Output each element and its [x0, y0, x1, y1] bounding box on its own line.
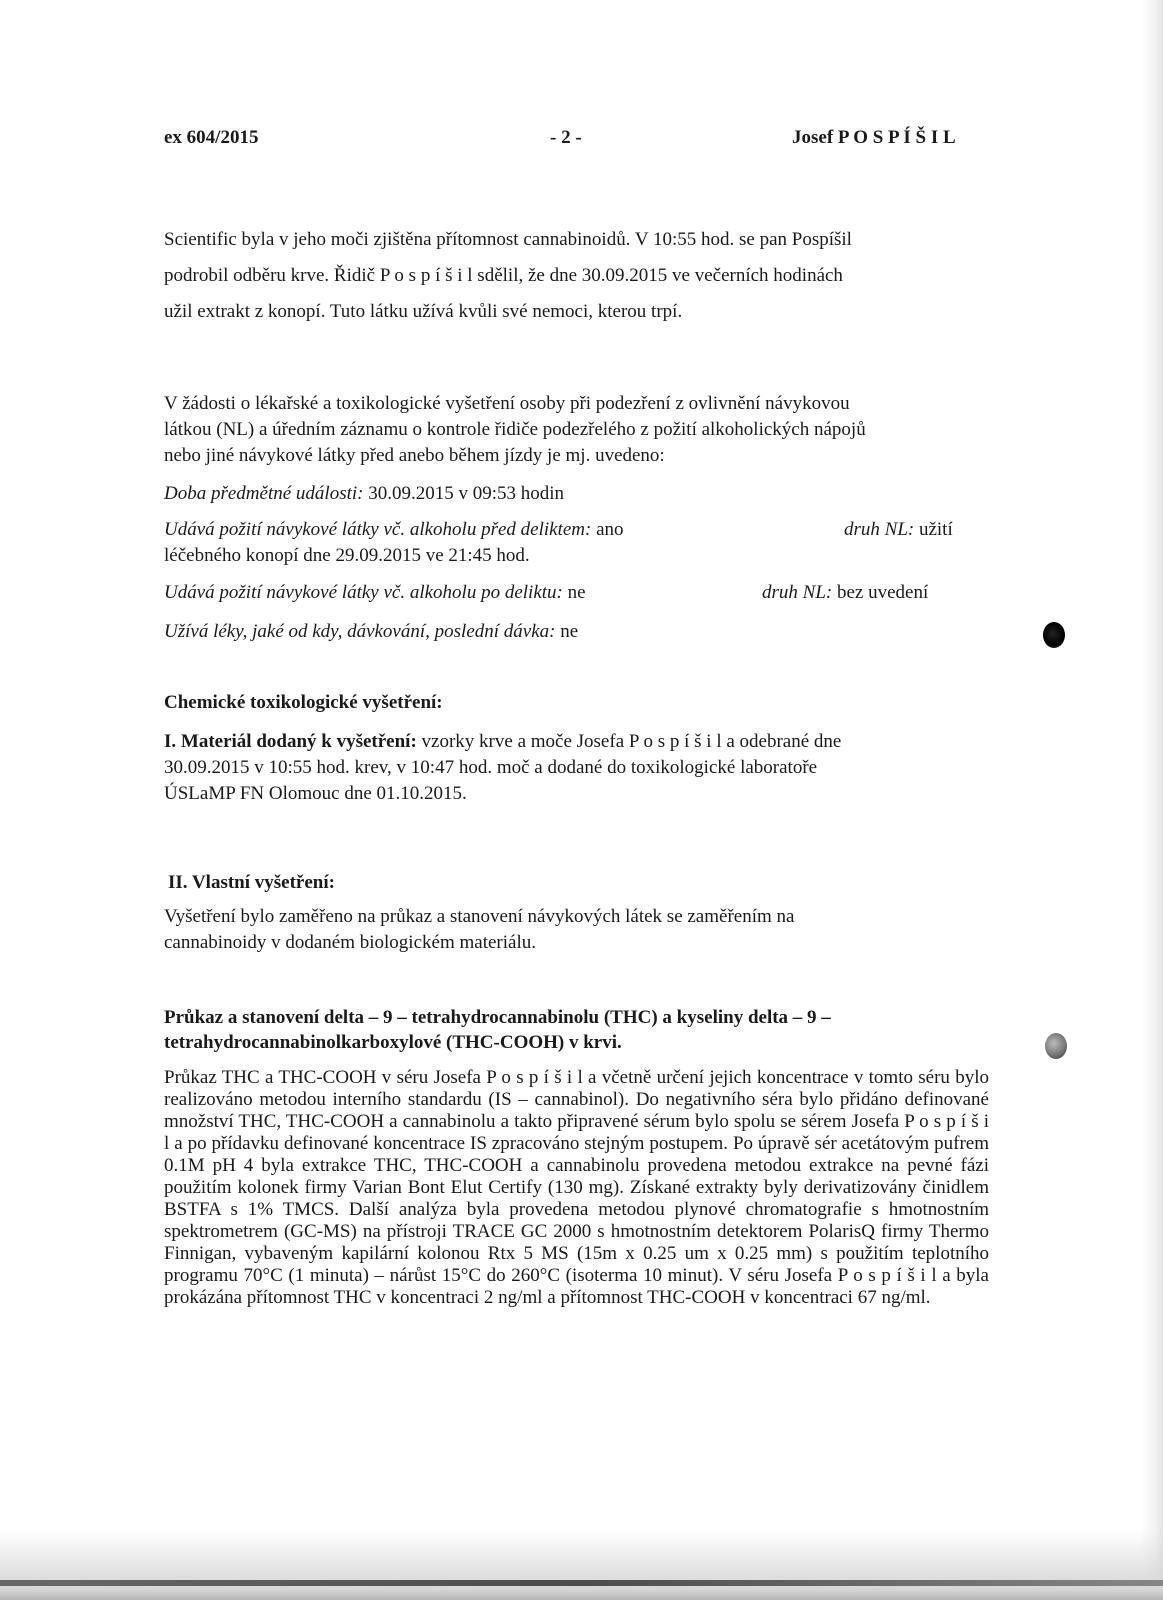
- text-line: cannabinoidy v dodaném biologickém materiálu.: [164, 932, 536, 953]
- substance-after-row: [164, 580, 994, 606]
- substance-before-row: [164, 517, 994, 543]
- field-label: Doba předmětné události:: [164, 483, 364, 504]
- text-line: Scientific byla v jeho moči zjištěna přítomnost cannabinoidů. V 10:55 hod. se pan Pospíšil: [164, 229, 852, 250]
- case-number: ex 604/2015: [164, 127, 259, 148]
- page-number: - 2 -: [550, 127, 582, 148]
- text-line: nebo jiné návykové látky před anebo během jízdy je mj. uvedeno:: [164, 445, 665, 466]
- field-value: ano: [596, 519, 624, 540]
- text-line: Vyšetření bylo zaměřeno na průkaz a stanovení návykových látek se zaměřením na: [164, 906, 795, 927]
- thc-heading: [164, 1005, 994, 1055]
- substance-before-continued: léčebného konopí dne 29.09.2015 ve 21:45 hod.: [164, 545, 530, 566]
- field-label: druh NL:: [762, 582, 833, 603]
- punch-hole-mark: [1043, 622, 1065, 648]
- material-label: I. Materiál dodaný k vyšetření:: [164, 731, 417, 752]
- text-line: V žádosti o lékařské a toxikologické vyšetření osoby při podezření z ovlivnění návykovou: [164, 393, 850, 414]
- field-label: Udává požití návykové látky vč. alkoholu po deliktu:: [164, 582, 563, 603]
- chem-heading: Chemické toxikologické vyšetření:: [164, 692, 443, 713]
- field-value: 30.09.2015 v 09:53 hodin: [368, 483, 565, 504]
- field-label: Udává požití návykové látky vč. alkoholu před deliktem:: [164, 519, 592, 540]
- field-label: Užívá léky, jaké od kdy, dávkování, poslední dávka:: [164, 621, 556, 642]
- scan-shadow-bottom: [0, 1530, 1163, 1600]
- field-value: ne: [567, 582, 586, 603]
- field-value: bez uvedení: [836, 582, 929, 603]
- thc-body-paragraph: Průkaz THC a THC-COOH v séru Josefa P o s p í š i l a včetně určení jejich koncentrace v tomto séru bylo realizováno metodou interního standardu (IS – cannabinol). Do negativního séra bylo přidáno definované množství THC, THC-COOH a cannabinolu a takto připravené sérum bylo spolu se sérem Josefa P o s p í š i l a po přídavku definované koncentrace IS zpracováno stejným postupem. Po úpravě sér acetátovým pufrem 0.1M pH 4 byla extrakce THC, THC-COOH a cannabinolu provedena metodou extrakce na pevné fázi použitím kolonek firmy Varian Bont Elut Certify (130 mg). Získané extrakty byly derivatizovány činidlem BSTFA s 1% TMCS. Další analýza byla provedena metodou plynové chromatografie s hmotnostním spektrometrem (GC-MS) na přístroji TRACE GC 2000 s hmotnostním detektorem PolarisQ firmy Thermo Finnigan, vybaveným kapilární kolonou Rtx 5 MS (15m x 0.25 um x 0.25 mm) s použitím teplotního programu 70°C (1 minuta) – nárůst 15°C do 260°C (isoterma 10 minut). V séru Josefa P o s p í š i l a byla prokázána přítomnost THC v koncentraci 2 ng/ml a přítomnost THC-COOH v koncentraci 67 ng/ml.: [164, 1067, 989, 1308]
- text-line: podrobil odběru krve. Řidič P o s p í š i l sdělil, že dne 30.09.2015 ve večerních hodinách: [164, 265, 843, 286]
- scan-shadow-right: [1141, 0, 1163, 1600]
- text-line: užil extrakt z konopí. Tuto látku užívá kvůli své nemoci, kterou trpí.: [164, 301, 683, 322]
- intro-paragraph: [164, 222, 994, 330]
- person-name: Josef P O S P Í Š I L: [792, 127, 956, 148]
- event-time-row: [164, 481, 994, 507]
- field-value: užití: [918, 519, 953, 540]
- scan-edge-line: [0, 1580, 1163, 1586]
- punch-hole-mark: [1045, 1033, 1067, 1059]
- text-line: Průkaz a stanovení delta – 9 – tetrahydrocannabinolu (THC) a kyseliny delta – 9 –: [164, 1007, 831, 1028]
- medication-row: [164, 619, 994, 645]
- material-paragraph: [164, 729, 994, 807]
- request-paragraph: [164, 391, 994, 469]
- text-line: 30.09.2015 v 10:55 hod. krev, v 10:47 hod. moč a dodané do toxikologické laboratoře: [164, 757, 818, 778]
- text-line: tetrahydrocannabinolkarboxylové (THC-COOH) v krvi.: [164, 1032, 622, 1053]
- field-value: ne: [560, 621, 579, 642]
- own-exam-heading: II. Vlastní vyšetření:: [168, 872, 335, 893]
- own-exam-paragraph: [164, 904, 994, 956]
- text-line: vzorky krve a moče Josefa P o s p í š i l a odebrané dne: [421, 731, 842, 752]
- text-line: látkou (NL) a úředním záznamu o kontrole řidiče podezřelého z požití alkoholických nápojů: [164, 419, 866, 440]
- text-line: ÚSLaMP FN Olomouc dne 01.10.2015.: [164, 783, 467, 804]
- field-label: druh NL:: [844, 519, 915, 540]
